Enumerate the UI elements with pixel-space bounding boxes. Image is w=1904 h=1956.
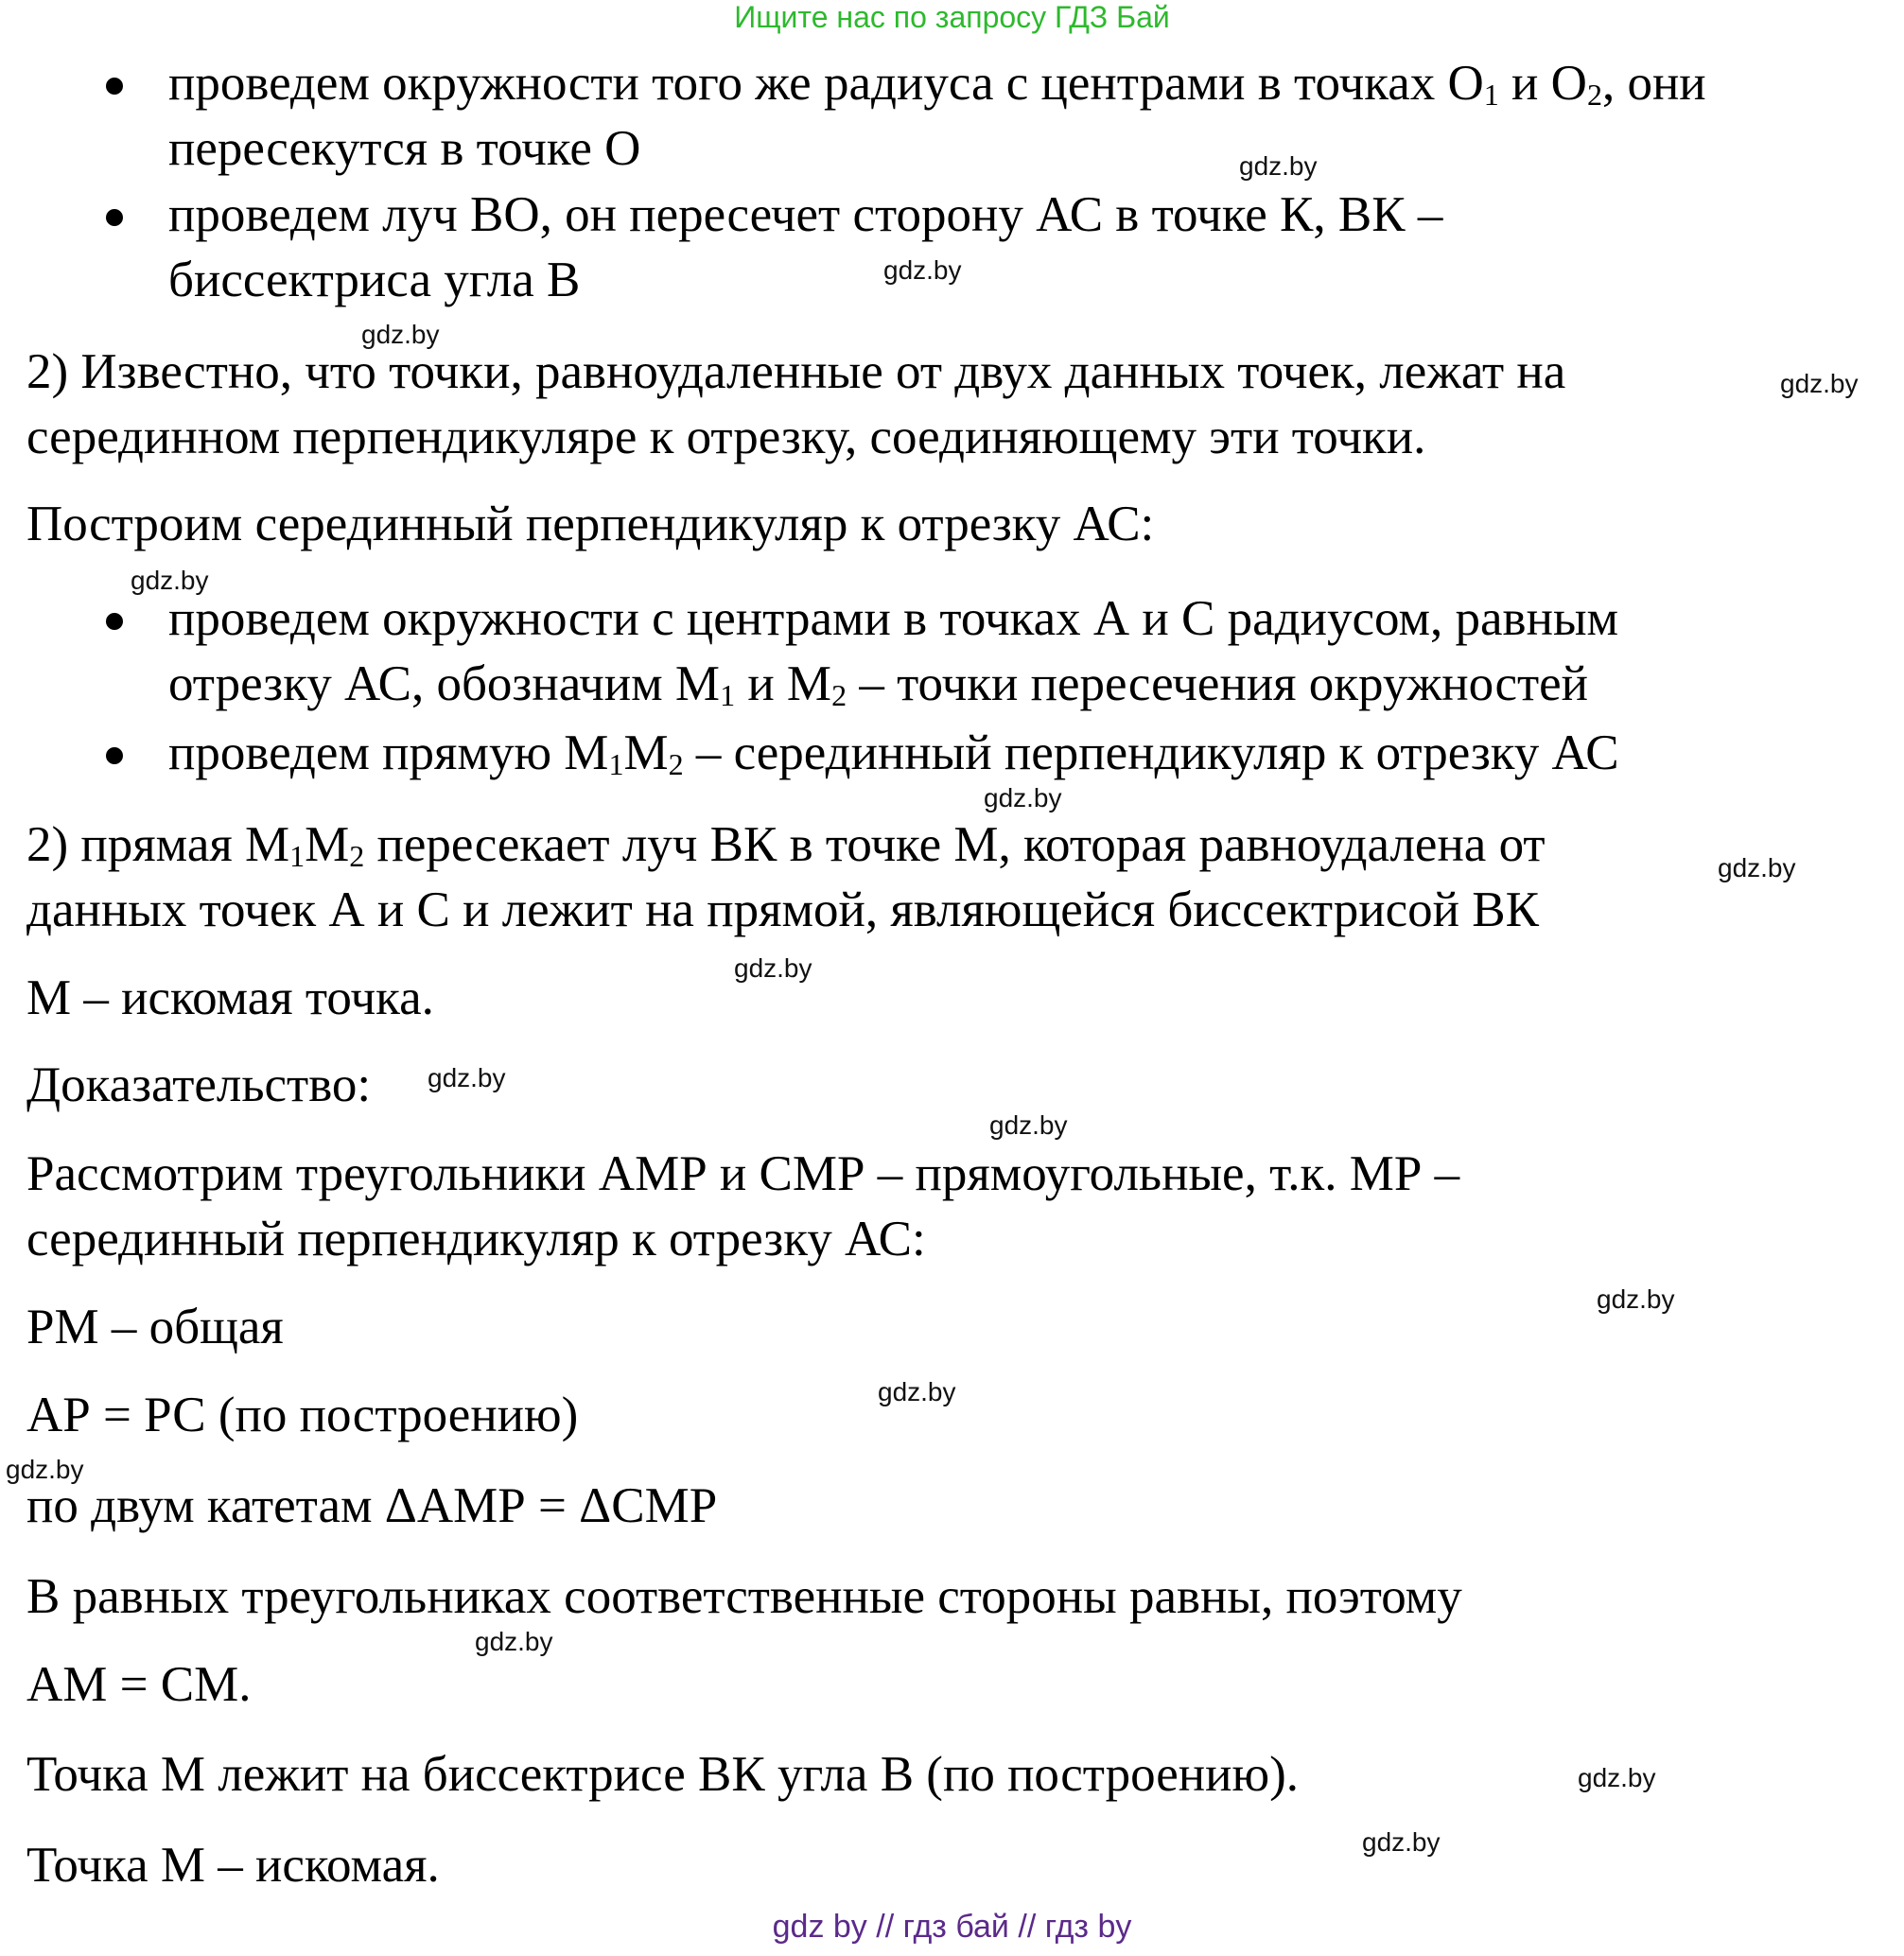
paragraph-9: АР = РС (по построению) xyxy=(26,1388,579,1442)
bullet-dot xyxy=(106,209,123,226)
paragraph-2-line-1: 2) Известно, что точки, равноудаленные от двух данных точек, лежат на xyxy=(26,344,1566,399)
watermark: gdz.by xyxy=(1718,853,1796,882)
bullet-1-line-1: проведем окружности того же радиуса с центрами в точках $О_1$ и $О_2$, они xyxy=(168,56,1706,112)
watermark: gdz.by xyxy=(428,1063,506,1092)
paragraph-5: М – искомая точка. xyxy=(26,970,434,1025)
paragraph-7-line-1: Рассмотрим треугольники АМР и СМР – прямоугольные, т.к. МР – xyxy=(26,1146,1460,1201)
paragraph-12: АМ = СМ. xyxy=(26,1657,252,1712)
bullet-dot xyxy=(106,613,123,630)
paragraph-14: Точка М – искомая. xyxy=(26,1838,440,1893)
paragraph-8: РМ – общая xyxy=(26,1300,284,1354)
watermark: gdz.by xyxy=(1780,369,1859,398)
paragraph-13: Точка М лежит на биссектрисе ВК угла В (по построению). xyxy=(26,1747,1299,1802)
watermark: gdz.by xyxy=(1239,151,1318,181)
paragraph-6: Доказательство: xyxy=(26,1057,372,1112)
paragraph-3: Построим серединный перпендикуляр к отрезку АС: xyxy=(26,497,1155,551)
paragraph-4-line-2: данных точек А и С и лежит на прямой, являющейся биссектрисой ВК xyxy=(26,882,1539,937)
watermark: gdz.by xyxy=(984,783,1062,812)
footer-site-names: gdz by // гдз бай // гдз by xyxy=(772,1909,1132,1945)
watermark: gdz.by xyxy=(6,1455,84,1484)
watermark: gdz.by xyxy=(734,953,812,983)
watermark: gdz.by xyxy=(361,320,440,349)
bullet-2-line-1: проведем луч ВО, он пересечет сторону АС в точке К, ВК – xyxy=(168,187,1443,242)
paragraph-7-line-2: серединный перпендикуляр к отрезку АС: xyxy=(26,1212,926,1266)
bullet-dot xyxy=(106,747,123,764)
bullet-3-line-2: отрезку АС, обозначим $М_1$ и $М_2$ – точки пересечения окружностей xyxy=(168,656,1589,712)
watermark: gdz.by xyxy=(131,566,209,595)
header-search-hint: Ищите нас по запросу ГДЗ Бай xyxy=(734,0,1170,34)
bullet-3-line-1: проведем окружности с центрами в точках А и С радиусом, равным xyxy=(168,591,1619,646)
watermark: gdz.by xyxy=(878,1377,956,1406)
watermark: gdz.by xyxy=(475,1627,553,1656)
paragraph-10: по двум катетам ΔАМР = ΔСМР xyxy=(26,1478,718,1533)
paragraph-4-line-1: 2) прямая $М_1М_2$ пересекает луч ВК в точке М, которая равноудалена от xyxy=(26,817,1546,873)
watermark: gdz.by xyxy=(989,1110,1068,1140)
bullet-dot xyxy=(106,78,123,95)
watermark: gdz.by xyxy=(1578,1763,1656,1792)
paragraph-2-line-2: серединном перпендикуляре к отрезку, соединяющему эти точки. xyxy=(26,410,1426,464)
watermark: gdz.by xyxy=(883,255,962,285)
watermark: gdz.by xyxy=(1597,1284,1675,1314)
bullet-4-line-1: проведем прямую $М_1М_2$ – серединный перпендикуляр к отрезку АС xyxy=(168,725,1619,781)
paragraph-11: В равных треугольниках соответственные стороны равны, поэтому xyxy=(26,1569,1462,1624)
bullet-1-line-2: пересекутся в точке О xyxy=(168,121,641,176)
bullet-2-line-2: биссектриса угла В xyxy=(168,253,581,307)
watermark: gdz.by xyxy=(1362,1827,1441,1857)
